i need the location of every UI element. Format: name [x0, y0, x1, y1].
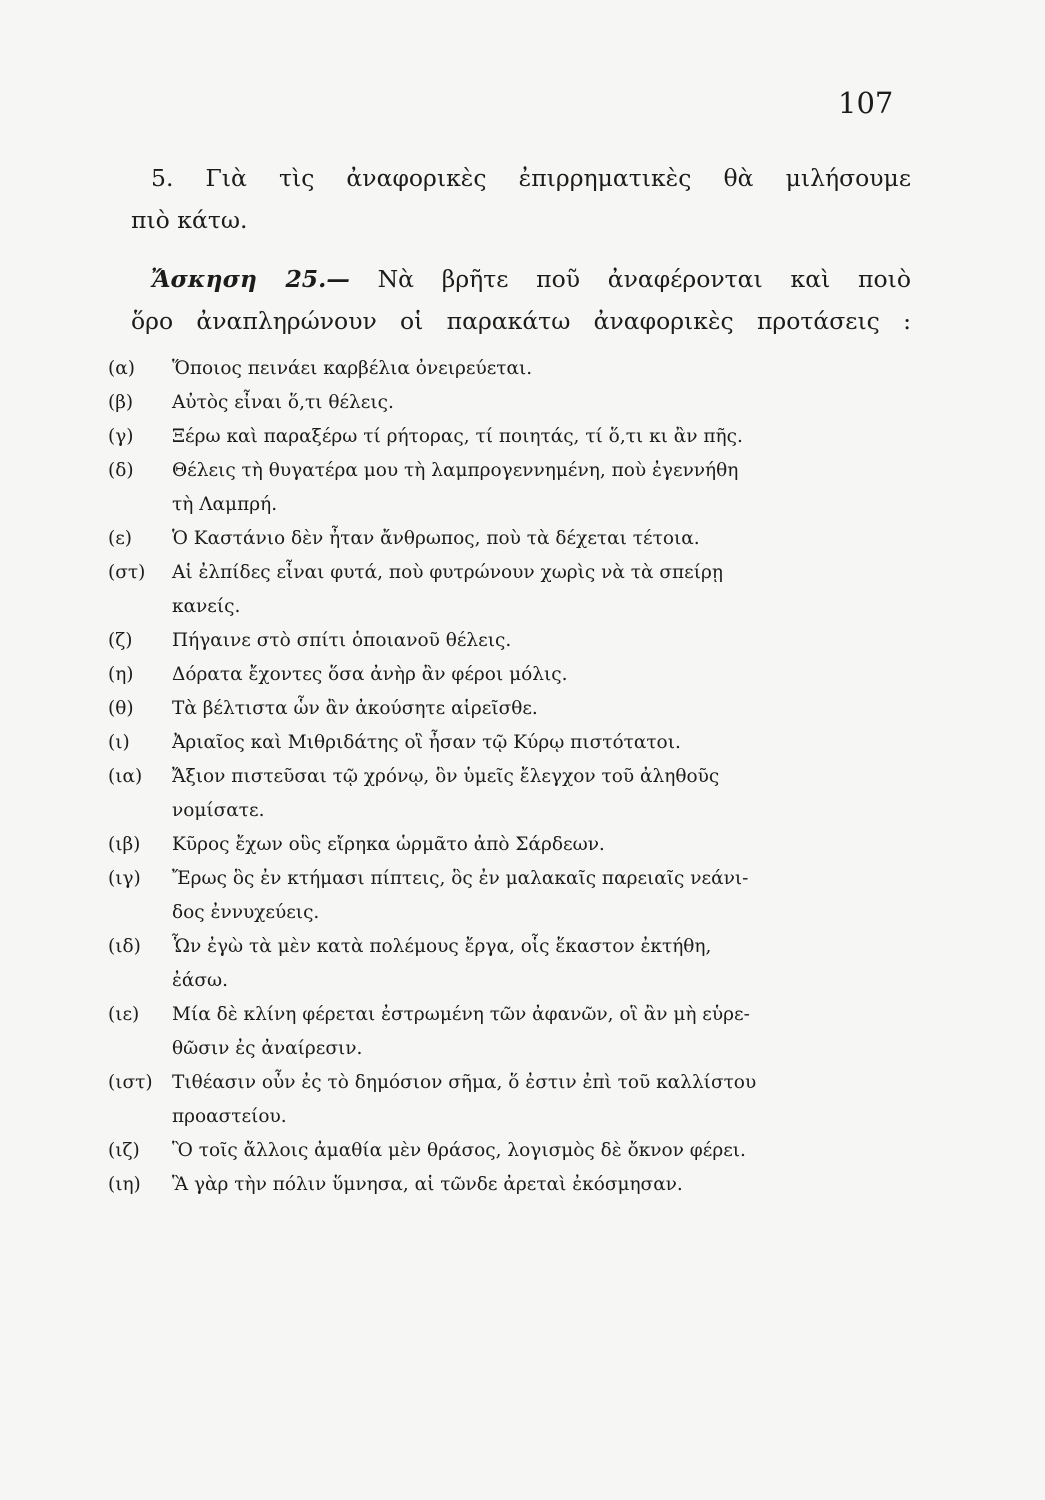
exercise-item-line: Ἔρως ὃς ἐν κτήμασι πίπτεις, ὃς ἐν μαλακαῖς παρειαῖς νεάνι-: [172, 868, 749, 889]
exercise-item-text: [172, 692, 908, 726]
exercise-item-label: (ιη): [108, 1174, 141, 1195]
exercise-item-label: (ιζ): [108, 1140, 140, 1161]
exercise-item-label: (α): [108, 358, 135, 379]
exercise-item-line: Τὰ βέλτιστα ὧν ἂν ἀκούσητε αἱρεῖσθε.: [172, 698, 538, 719]
exercise-item-line: Ὃ τοῖς ἄλλοις ἀμαθία μὲν θράσος, λογισμὸς δὲ ὄκνον φέρει.: [172, 1140, 746, 1161]
exercise-heading: [131, 258, 911, 342]
exercise-item-line: Δόρατα ἔχοντες ὅσα ἀνὴρ ἂν φέροι μόλις.: [172, 664, 568, 685]
exercise-item-text: [172, 556, 908, 624]
paragraph-5-line-1: 5. Γιὰ τὶς ἀναφορικὲς ἐπιρρηματικὲς θὰ μιλήσουμε: [151, 164, 911, 192]
exercise-item-text: [172, 454, 908, 522]
exercise-instruction: Νὰ βρῆτε ποῦ ἀναφέρονται καὶ ποιὸ: [349, 265, 911, 293]
exercise-item-label: (ια): [108, 766, 143, 787]
exercise-item: [108, 930, 908, 998]
exercise-item-line: ἐάσω.: [172, 970, 229, 991]
exercise-item: [108, 828, 908, 862]
exercise-item-line: προαστείου.: [172, 1106, 287, 1127]
exercise-item-text: [172, 930, 908, 998]
exercise-item: [108, 1134, 908, 1168]
exercise-item: [108, 862, 908, 930]
exercise-item: [108, 726, 908, 760]
exercise-item-text: [172, 352, 908, 386]
exercise-item-label: (ιστ): [108, 1072, 153, 1093]
exercise-item: [108, 624, 908, 658]
exercise-item-text: [172, 760, 908, 828]
exercise-item-line: τὴ Λαμπρή.: [172, 494, 278, 515]
paragraph-5-line-2: πιὸ κάτω.: [131, 206, 248, 234]
exercise-item-label: (β): [108, 392, 134, 413]
exercise-item: [108, 760, 908, 828]
exercise-item-line: Πήγαινε στὸ σπίτι ὁποιανοῦ θέλεις.: [172, 630, 512, 651]
exercise-item-label: (ε): [108, 528, 133, 549]
exercise-item-text: [172, 624, 908, 658]
exercise-item-text: [172, 862, 908, 930]
exercise-item-line: Θέλεις τὴ θυγατέρα μου τὴ λαμπρογεννημένη, ποὺ ἐγεννήθη: [172, 460, 739, 481]
exercise-item-label: (θ): [108, 698, 134, 719]
exercise-item-label: (γ): [108, 426, 134, 447]
exercise-item: [108, 386, 908, 420]
exercise-item-text: [172, 522, 908, 556]
exercise-item-list: [108, 352, 908, 1202]
exercise-item-line: Κῦρος ἔχων οὓς εἴρηκα ὡρμᾶτο ἀπὸ Σάρδεων.: [172, 834, 605, 855]
exercise-item: [108, 658, 908, 692]
exercise-item-line: Ἀριαῖος καὶ Μιθριδάτης οἳ ἦσαν τῷ Κύρῳ πιστότατοι.: [172, 732, 681, 753]
exercise-item-line: θῶσιν ἐς ἀναίρεσιν.: [172, 1038, 363, 1059]
exercise-item-line: κανείς.: [172, 596, 241, 617]
exercise-line-2: ὅρο ἀναπληρώνουν οἱ παρακάτω ἀναφορικὲς προτάσεις :: [131, 307, 911, 335]
exercise-item: [108, 420, 908, 454]
exercise-item-line: Ὁ Καστάνιο δὲν ἦταν ἄνθρωπος, ποὺ τὰ δέχεται τέτοια.: [172, 528, 700, 549]
exercise-item-text: [172, 1134, 908, 1168]
exercise-item-label: (ι): [108, 732, 130, 753]
exercise-item-text: [172, 1066, 908, 1134]
exercise-item-line: Ὅποιος πεινάει καρβέλια ὀνειρεύεται.: [172, 358, 533, 379]
exercise-item: [108, 692, 908, 726]
exercise-item-text: [172, 1168, 908, 1202]
exercise-item-label: (ιε): [108, 1004, 140, 1025]
exercise-item-text: [172, 386, 908, 420]
exercise-item: [108, 1168, 908, 1202]
exercise-title: Ἄσκηση 25.—: [151, 265, 350, 293]
exercise-item-line: Μία δὲ κλίνη φέρεται ἐστρωμένη τῶν ἀφανῶν, οἳ ἂν μὴ εὑρε-: [172, 1004, 750, 1025]
exercise-item: [108, 998, 908, 1066]
exercise-item-line: Ξέρω καὶ παραξέρω τί ρήτορας, τί ποιητάς, τί ὅ,τι κι ἂν πῆς.: [172, 426, 743, 447]
exercise-item: [108, 1066, 908, 1134]
exercise-item-line: Ἃ γὰρ τὴν πόλιν ὕμνησα, αἱ τῶνδε ἀρεταὶ ἐκόσμησαν.: [172, 1174, 683, 1195]
exercise-item-label: (ζ): [108, 630, 133, 651]
exercise-item: [108, 352, 908, 386]
exercise-item-label: (ιβ): [108, 834, 141, 855]
exercise-item-text: [172, 658, 908, 692]
exercise-item-line: δος ἐννυχεύεις.: [172, 902, 320, 923]
exercise-item-label: (στ): [108, 562, 146, 583]
exercise-line-1: [131, 258, 911, 300]
exercise-item-line: νομίσατε.: [172, 800, 265, 821]
exercise-item-line: Ὧν ἐγὼ τὰ μὲν κατὰ πολέμους ἔργα, οἷς ἕκαστον ἐκτήθη,: [172, 936, 712, 957]
exercise-item-label: (δ): [108, 460, 134, 481]
exercise-item-text: [172, 726, 908, 760]
exercise-item-label: (ιδ): [108, 936, 141, 957]
exercise-item-label: (η): [108, 664, 134, 685]
exercise-item-line: Ἄξιον πιστεῦσαι τῷ χρόνῳ, ὃν ὑμεῖς ἔλεγχον τοῦ ἀληθοῦς: [172, 766, 720, 787]
exercise-item-line: Τιθέασιν οὖν ἐς τὸ δημόσιον σῆμα, ὅ ἐστιν ἐπὶ τοῦ καλλίστου: [172, 1072, 757, 1093]
exercise-item: [108, 522, 908, 556]
exercise-item: [108, 556, 908, 624]
exercise-item-text: [172, 998, 908, 1066]
exercise-item-line: Αἱ ἐλπίδες εἶναι φυτά, ποὺ φυτρώνουν χωρὶς νὰ τὰ σπείρῃ: [172, 562, 723, 583]
paragraph-5: [131, 157, 911, 241]
exercise-item-text: [172, 420, 908, 454]
exercise-item-text: [172, 828, 908, 862]
exercise-item-label: (ιγ): [108, 868, 141, 889]
page-number: 107: [838, 86, 894, 120]
exercise-item-line: Αὐτὸς εἶναι ὅ,τι θέλεις.: [172, 392, 394, 413]
exercise-item: [108, 454, 908, 522]
